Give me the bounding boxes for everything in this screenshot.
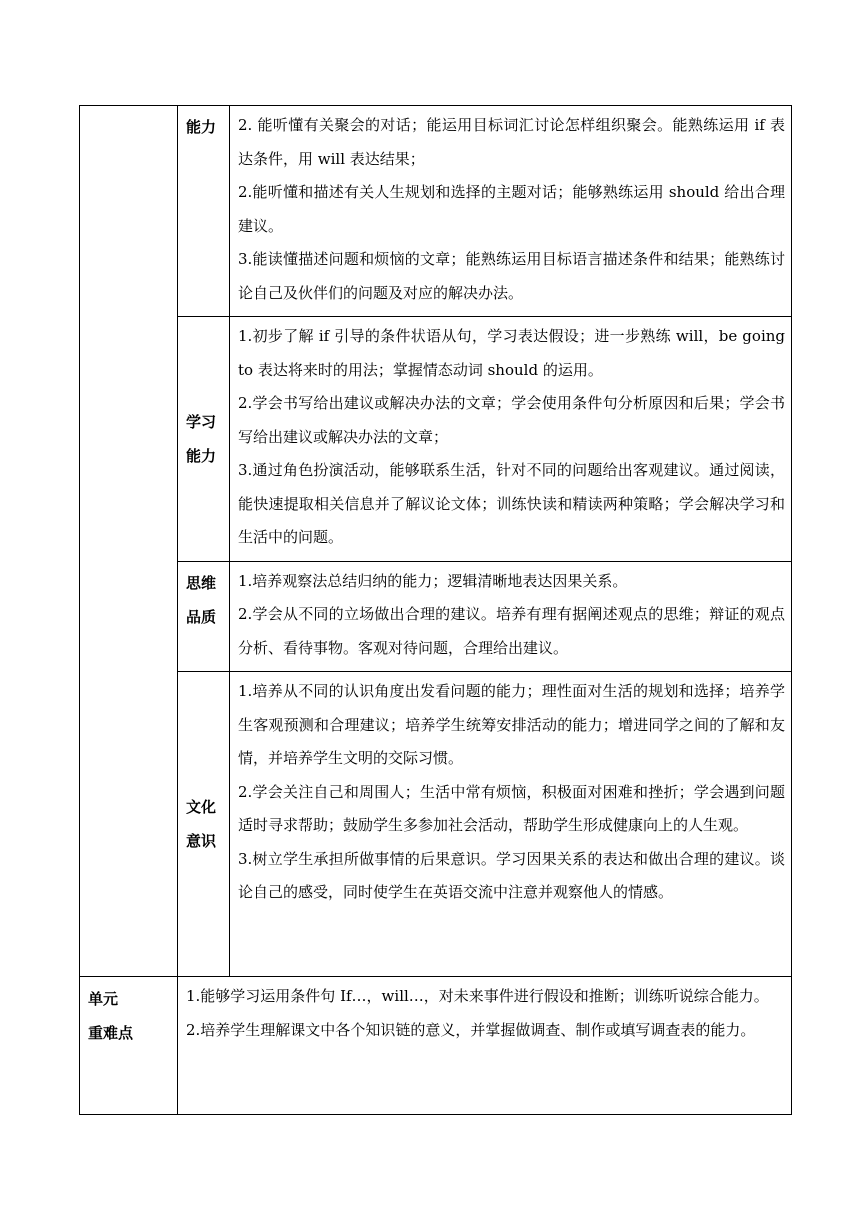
- row-label-line: 能力: [186, 446, 217, 465]
- table-row: [80, 672, 792, 977]
- objectives-table: [79, 105, 792, 1115]
- list-item: 3.能读懂描述问题和烦恼的文章；能熟练运用目标语言描述条件和结果；能熟练讨论自己及伙伴们的问题及对应的解决办法。: [238, 250, 785, 302]
- row-label-line: 学习: [186, 412, 217, 431]
- row-label-line: 重难点: [88, 1024, 134, 1042]
- list-item: 2.培养学生理解课文中各个知识链的意义，并掌握做调查、制作或填写调查表的能力。: [186, 1020, 756, 1039]
- row-label-line: 能力: [186, 118, 217, 136]
- list-item: 2.学会关注自己和周围人；生活中常有烦恼，积极面对困难和挫折；学会遇到问题适时寻求帮助；鼓励学生多参加社会活动，帮助学生形成健康向上的人生观。: [238, 782, 785, 834]
- list-item: 1.初步了解 if 引导的条件状语从句，学习表达假设；进一步熟练 will，be going to 表达将来时的用法；掌握情态动词 should 的运用。: [238, 327, 785, 379]
- list-item: 1.培养从不同的认识角度出发看问题的能力；理性面对生活的规划和选择；培养学生客观预测和合理建议；培养学生统筹安排活动的能力；增进同学之间的了解和友情，并培养学生文明的交际习惯。: [238, 682, 785, 767]
- row-label-line: 文化: [186, 798, 217, 816]
- list-item: 2. 能听懂有关聚会的对话；能运用目标词汇讨论怎样组织聚会。能熟练运用 if 表达条件，用 will 表达结果；: [238, 116, 785, 168]
- list-item: 1.能够学习运用条件句 If…，will…，对未来事件进行假设和推断；训练听说综合能力。: [186, 987, 769, 1005]
- merged-category-cell: [80, 106, 178, 977]
- row-label: [178, 317, 230, 562]
- list-item: 1.培养观察法总结归纳的能力；逻辑清晰地表达因果关系。: [238, 571, 628, 590]
- list-item: 3.树立学生承担所做事情的后果意识。学习因果关系的表达和做出合理的建议。谈论自己的感受，同时使学生在英语交流中注意并观察他人的情感。: [238, 849, 785, 901]
- row-content: [230, 106, 792, 317]
- table-row: [80, 317, 792, 562]
- row-label-line: 单元: [88, 990, 119, 1008]
- key-points-content: [178, 977, 792, 1115]
- list-item: 3.通过角色扮演活动，能够联系生活，针对不同的问题给出客观建议。通过阅读，能快速提取相关信息并了解议论文体；训练快读和精读两种策略；学会解决学习和生活中的问题。: [238, 461, 785, 546]
- row-content: [230, 561, 792, 672]
- table-row: [80, 561, 792, 672]
- row-content: [230, 672, 792, 977]
- list-item: 2.学会从不同的立场做出合理的建议。培养有理有据阐述观点的思维；辩证的观点分析、看待事物。客观对待问题，合理给出建议。: [238, 605, 785, 657]
- row-label-line: 品质: [186, 607, 217, 626]
- row-label-line: 意识: [186, 832, 217, 850]
- row-label: [178, 672, 230, 977]
- row-label-line: 思维: [186, 573, 217, 592]
- table-row: [80, 977, 792, 1115]
- key-points-label: [80, 977, 178, 1115]
- table-row: [80, 106, 792, 317]
- row-content: [230, 317, 792, 562]
- list-item: 2.学会书写给出建议或解决办法的文章；学会使用条件句分析原因和后果；学会书写给出建议或解决办法的文章；: [238, 394, 785, 446]
- row-label: [178, 106, 230, 317]
- list-item: 2.能听懂和描述有关人生规划和选择的主题对话；能够熟练运用 should 给出合理建议。: [238, 183, 785, 235]
- row-label: [178, 561, 230, 672]
